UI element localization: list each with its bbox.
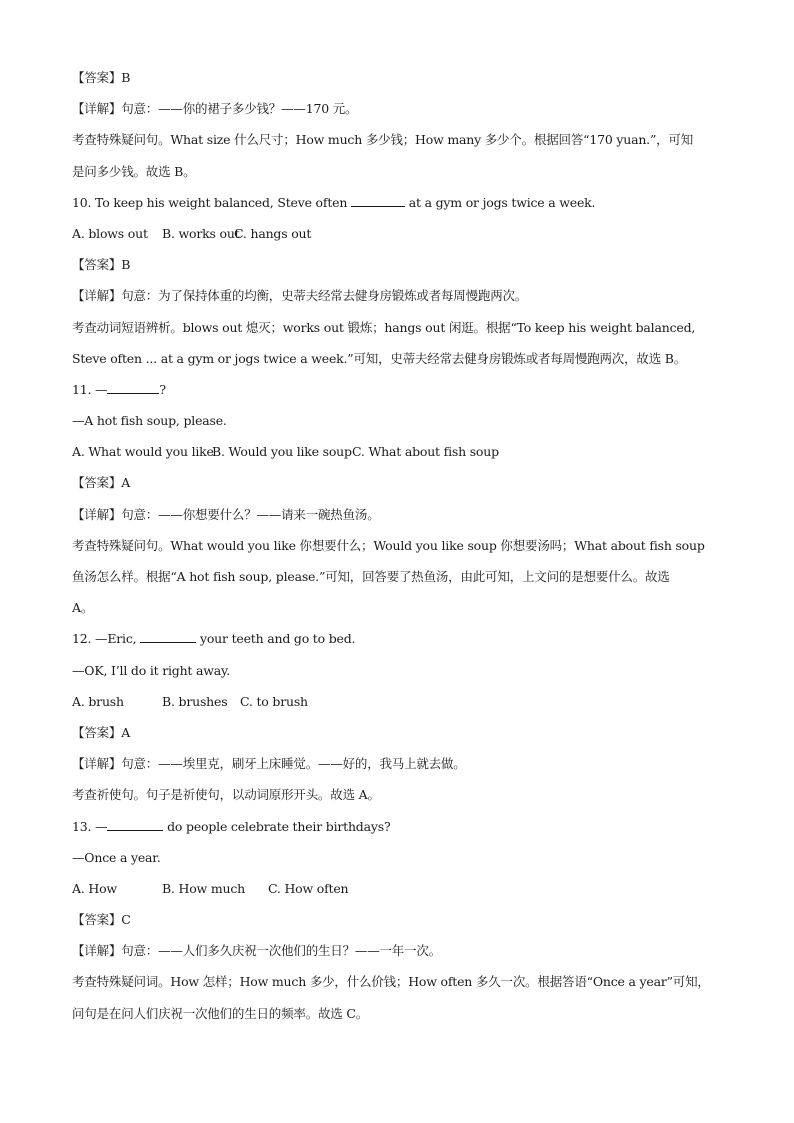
q13-question (72, 811, 732, 842)
q11-question-end: ? (159, 381, 166, 397)
document-page (72, 62, 732, 1029)
q10-options (72, 218, 732, 249)
q11-options (72, 436, 732, 467)
q12-answer: 【答案】A (72, 724, 131, 740)
q11-option-c: C. What about fish soup (352, 444, 499, 460)
q13-analysis-line-1: 考查特殊疑问词。How 怎样；How much 多少，什么价钱；How often 多久一次。根据答语“Once a year”可知， (72, 974, 710, 990)
q13-answer: 【答案】C (72, 912, 131, 928)
q11-question-start: 11. — (72, 381, 108, 397)
q13-options (72, 873, 732, 904)
q12-question-start: 12. —Eric, (72, 631, 141, 647)
q11-analysis-line-3: A。 (72, 600, 94, 616)
q13-option-b: B. How much (162, 880, 245, 896)
q11-reply: —A hot fish soup, please. (72, 413, 227, 429)
q10-answer: 【答案】B (72, 257, 131, 273)
q10-option-b: B. works out (162, 225, 240, 241)
q11-question (72, 374, 732, 405)
q13-question-end: do people celebrate their birthdays? (163, 818, 391, 834)
q11-option-b: B. Would you like soup (212, 444, 352, 460)
q13-option-a: A. How (72, 880, 117, 896)
q12-question (72, 623, 732, 654)
q13-question-start: 13. — (72, 818, 108, 834)
q9-answer: 【答案】B (72, 70, 131, 85)
q9-detail: 【详解】句意：——你的裙子多少钱？——170 元。 (72, 101, 358, 117)
q11-analysis-line-1: 考查特殊疑问句。What would you like 你想要什么；Would you like soup 你想要汤吗；What about fish soup (72, 537, 705, 553)
q11-answer: 【答案】A (72, 475, 131, 491)
q13-reply: —Once a year. (72, 849, 161, 865)
q12-option-c: C. to brush (240, 693, 308, 709)
q11-detail: 【详解】句意：——你想要什么？——请来一碗热鱼汤。 (72, 506, 380, 522)
q12-reply: —OK, I’ll do it right away. (72, 662, 231, 678)
q10-option-a: A. blows out (72, 225, 148, 241)
answer-blank (140, 630, 196, 643)
q13-option-c: C. How often (268, 880, 349, 896)
q9-analysis-line-1: 考查特殊疑问句。What size 什么尺寸；How much 多少钱；How many 多少个。根据回答“170 yuan.”，可知 (72, 132, 694, 148)
q10-detail: 【详解】句意：为了保持体重的均衡，史蒂夫经常去健身房锻炼或者每周慢跑两次。 (72, 288, 528, 304)
q11-option-a: A. What would you like (72, 444, 214, 460)
q12-options (72, 686, 732, 717)
q12-option-b: B. brushes (162, 693, 228, 709)
q10-analysis-line-1: 考查动词短语辨析。blows out 熄灭；works out 锻炼；hangs out 闲逛。根据“To keep his weight balanced, (72, 319, 696, 335)
q10-analysis-line-2: Steve often ... at a gym or jogs twice a week.”可知，史蒂夫经常去健身房锻炼或者每周慢跑两次，故选 B。 (72, 350, 687, 366)
q10-question-end: at a gym or jogs twice a week. (404, 194, 596, 210)
q13-detail: 【详解】句意：——人们多久庆祝一次他们的生日？——一年一次。 (72, 943, 442, 959)
q12-analysis: 考查祈使句。句子是祈使句，以动词原形开头。故选 A。 (72, 787, 380, 803)
q12-option-a: A. brush (72, 693, 124, 709)
q10-question (72, 187, 732, 218)
answer-blank (351, 194, 405, 207)
q10-question-start: 10. To keep his weight balanced, Steve often (72, 194, 351, 210)
answer-blank (107, 381, 159, 394)
q12-question-end: your teeth and go to bed. (196, 631, 356, 647)
q11-analysis-line-2: 鱼汤怎么样。根据“A hot fish soup, please.”可知，回答要了热鱼汤，由此可知，上文问的是想要什么。故选 (72, 569, 670, 584)
q10-option-c: C. hangs out (234, 225, 312, 241)
q13-analysis-line-2: 问句是在问人们庆祝一次他们的生日的频率。故选 C。 (72, 1005, 369, 1021)
answer-blank (107, 818, 163, 831)
q12-detail: 【详解】句意：——埃里克，刷牙上床睡觉。——好的，我马上就去做。 (72, 756, 466, 772)
q9-analysis-line-2: 是问多少钱。故选 B。 (72, 163, 196, 179)
